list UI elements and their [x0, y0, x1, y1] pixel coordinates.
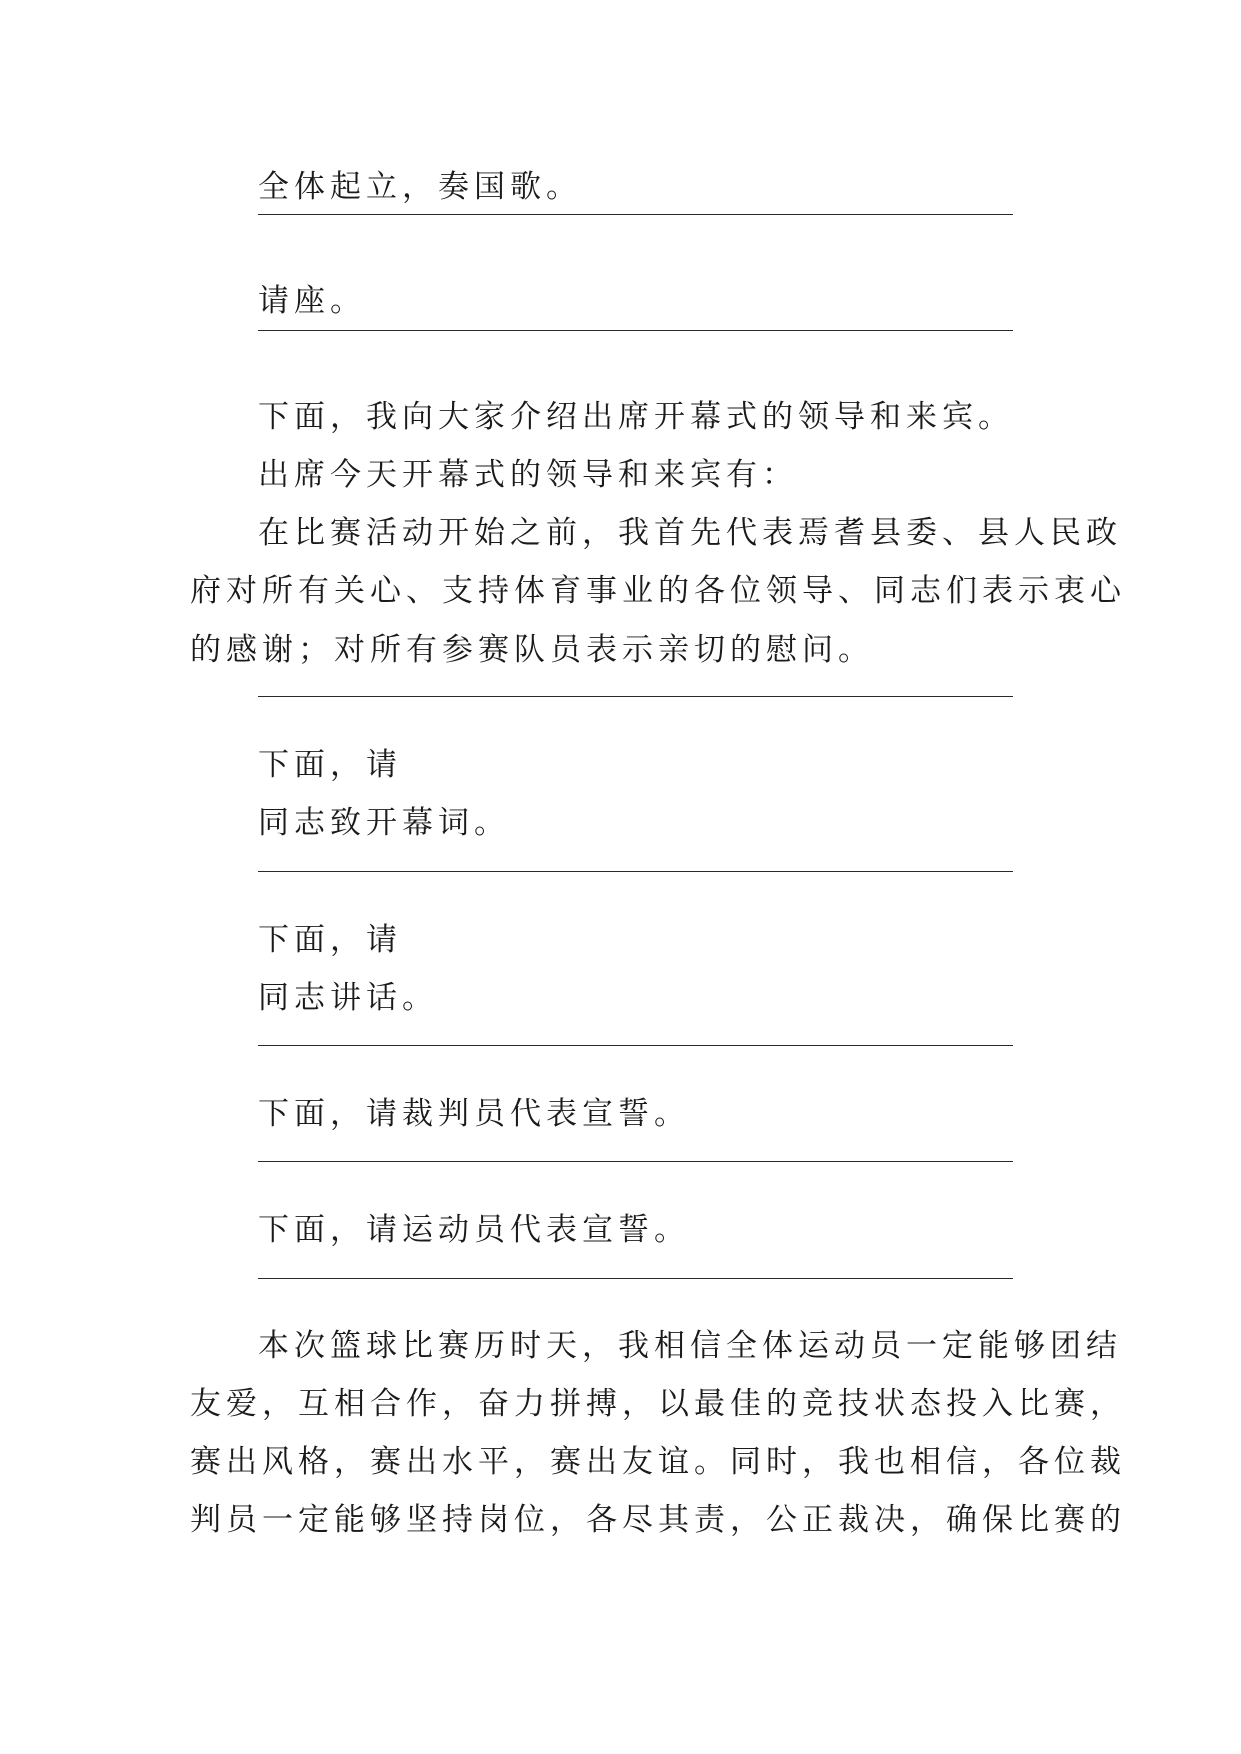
text-line: 同志讲话。	[258, 980, 438, 1016]
separator-rule	[258, 871, 1013, 872]
text-line: 下面，我向大家介绍出席开幕式的领导和来宾。	[258, 399, 1014, 435]
separator-rule	[258, 696, 1013, 697]
text-line: 友爱，互相合作，奋力拼搏，以最佳的竞技状态投入比赛，	[190, 1386, 1126, 1422]
text-line: 出席今天开幕式的领导和来宾有：	[258, 457, 798, 493]
separator-rule	[258, 1045, 1013, 1046]
text-line: 下面，请运动员代表宣誓。	[258, 1212, 690, 1248]
text-line: 判员一定能够坚持岗位，各尽其责，公正裁决，确保比赛的	[190, 1502, 1126, 1538]
text-line: 本次篮球比赛历时天，我相信全体运动员一定能够团结	[258, 1328, 1122, 1364]
separator-rule	[258, 214, 1013, 215]
text-line: 下面，请	[258, 922, 402, 958]
separator-rule	[258, 330, 1013, 331]
text-line: 全体起立，奏国歌。	[258, 169, 582, 205]
text-line: 同志致开幕词。	[258, 805, 510, 841]
text-line: 下面，请	[258, 747, 402, 783]
separator-rule	[258, 1161, 1013, 1162]
text-line: 在比赛活动开始之前，我首先代表焉耆县委、县人民政	[258, 515, 1122, 551]
text-line: 下面，请裁判员代表宣誓。	[258, 1096, 690, 1132]
text-line: 的感谢；对所有参赛队员表示亲切的慰问。	[190, 632, 874, 668]
text-line: 请座。	[258, 283, 366, 319]
text-line: 赛出风格，赛出水平，赛出友谊。同时，我也相信，各位裁	[190, 1444, 1126, 1480]
separator-rule	[258, 1278, 1013, 1279]
text-line: 府对所有关心、支持体育事业的各位领导、同志们表示衷心	[190, 573, 1126, 609]
